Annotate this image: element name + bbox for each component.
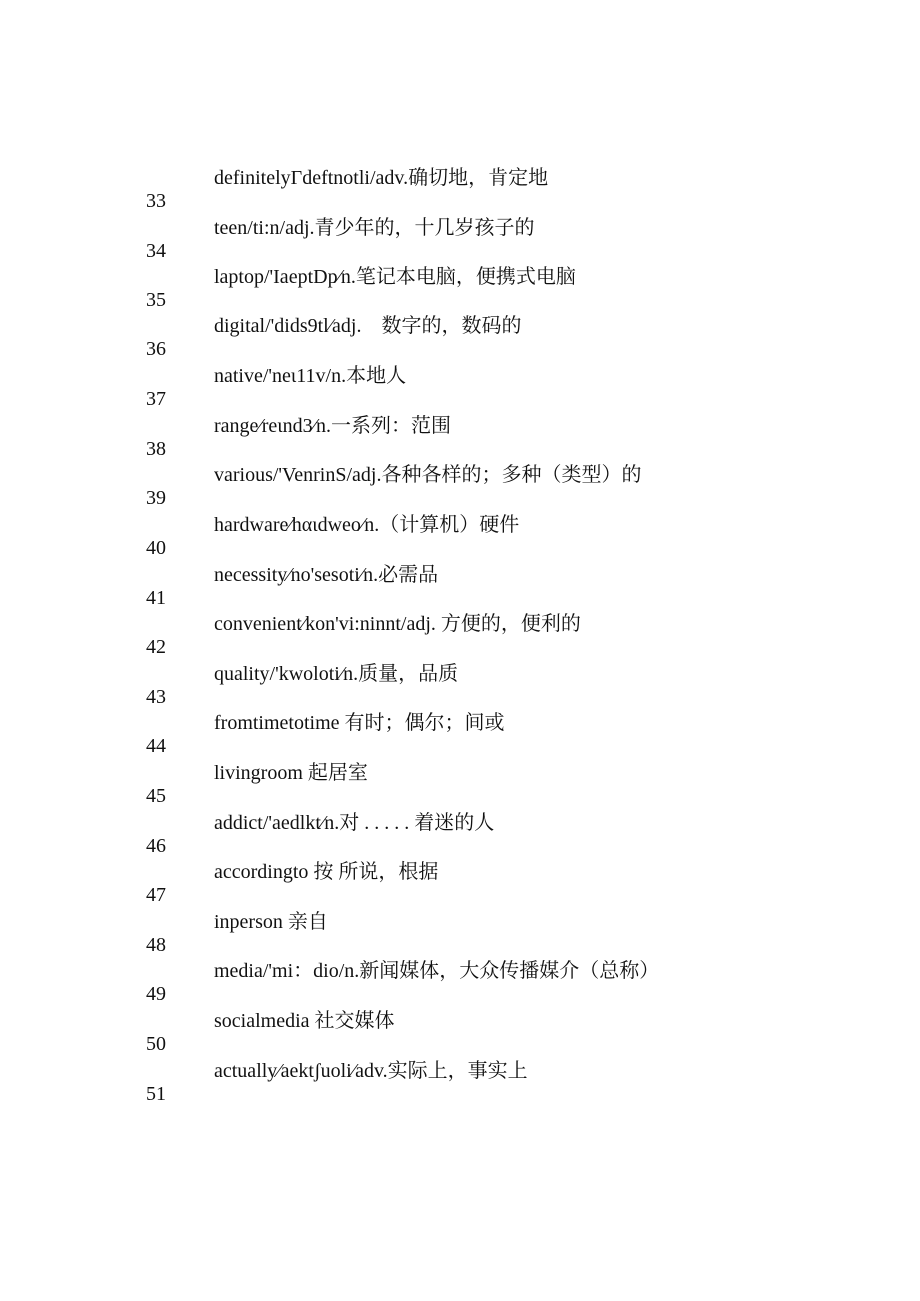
vocab-text: necessity⁄no'sesoti⁄n.必需品 (214, 564, 439, 586)
entry-number: 43 (146, 686, 166, 708)
vocab-entry (0, 811, 920, 861)
vocab-entry (0, 761, 920, 811)
entry-number: 44 (146, 735, 166, 757)
entry-number: 36 (146, 338, 166, 360)
entry-number: 37 (146, 388, 166, 410)
vocab-text: laptop/'IaeptDp⁄n.笔记本电脑，便携式电脑 (214, 266, 576, 288)
vocab-entry (0, 910, 920, 960)
vocab-text: media/'mi：dio/n.新闻媒体，大众传播媒介（总称） (214, 960, 660, 982)
vocab-text: accordingto 按 所说，根据 (214, 861, 439, 883)
vocab-entry (0, 612, 920, 662)
vocab-entry (0, 860, 920, 910)
vocab-entry (0, 166, 920, 216)
entry-number: 51 (146, 1083, 166, 1105)
entry-number: 41 (146, 587, 166, 609)
vocab-text: native/'neι11v/n.本地人 (214, 365, 407, 387)
vocab-entry (0, 265, 920, 315)
vocab-entry (0, 959, 920, 1009)
vocab-entry (0, 1059, 920, 1109)
vocab-entry (0, 662, 920, 712)
vocab-text: socialmedia 社交媒体 (214, 1010, 395, 1032)
vocab-entry (0, 563, 920, 613)
entry-number: 38 (146, 438, 166, 460)
entry-number: 49 (146, 983, 166, 1005)
entry-number: 46 (146, 835, 166, 857)
vocab-text: livingroom 起居室 (214, 762, 368, 784)
vocab-text: hardware⁄hαιdweo⁄n.（计算机）硬件 (214, 514, 520, 536)
vocab-text: convenient⁄kon'vi:ninnt/adj. 方便的，便利的 (214, 613, 581, 635)
entry-number: 42 (146, 636, 166, 658)
vocab-text: quality/'kwoloti⁄n.质量，品质 (214, 663, 459, 685)
entry-number: 39 (146, 487, 166, 509)
vocab-entry (0, 216, 920, 266)
vocab-text: definitelyΓdeftnotli/adv.确切地，肯定地 (214, 167, 549, 189)
vocab-text: fromtimetotime 有时；偶尔；间或 (214, 712, 505, 734)
vocab-entry (0, 314, 920, 364)
vocab-text: teen/ti:n/adj.青少年的，十几岁孩子的 (214, 217, 535, 239)
entry-number: 48 (146, 934, 166, 956)
vocab-entry (0, 414, 920, 464)
vocab-text: addict/'aedlkt⁄n.对 . . . . . 着迷的人 (214, 812, 495, 834)
entry-number: 47 (146, 884, 166, 906)
vocab-text: inperson 亲自 (214, 911, 328, 933)
entry-number: 35 (146, 289, 166, 311)
vocab-text: actually⁄aektʃuoli⁄adv.实际上，事实上 (214, 1060, 528, 1082)
vocab-text: various/'VenrinS/adj.各种各样的；多种（类型）的 (214, 464, 642, 486)
vocab-entry (0, 513, 920, 563)
entry-number: 34 (146, 240, 166, 262)
vocab-text: digital/'dids9tl⁄adj. 数字的，数码的 (214, 315, 522, 337)
entry-number: 45 (146, 785, 166, 807)
vocab-text: range⁄reιnd3⁄n.一系列：范围 (214, 415, 452, 437)
entry-number: 33 (146, 190, 166, 212)
vocab-entry (0, 364, 920, 414)
entry-number: 40 (146, 537, 166, 559)
vocab-entry (0, 463, 920, 513)
vocab-entry (0, 711, 920, 761)
vocab-entry (0, 1009, 920, 1059)
entry-number: 50 (146, 1033, 166, 1055)
